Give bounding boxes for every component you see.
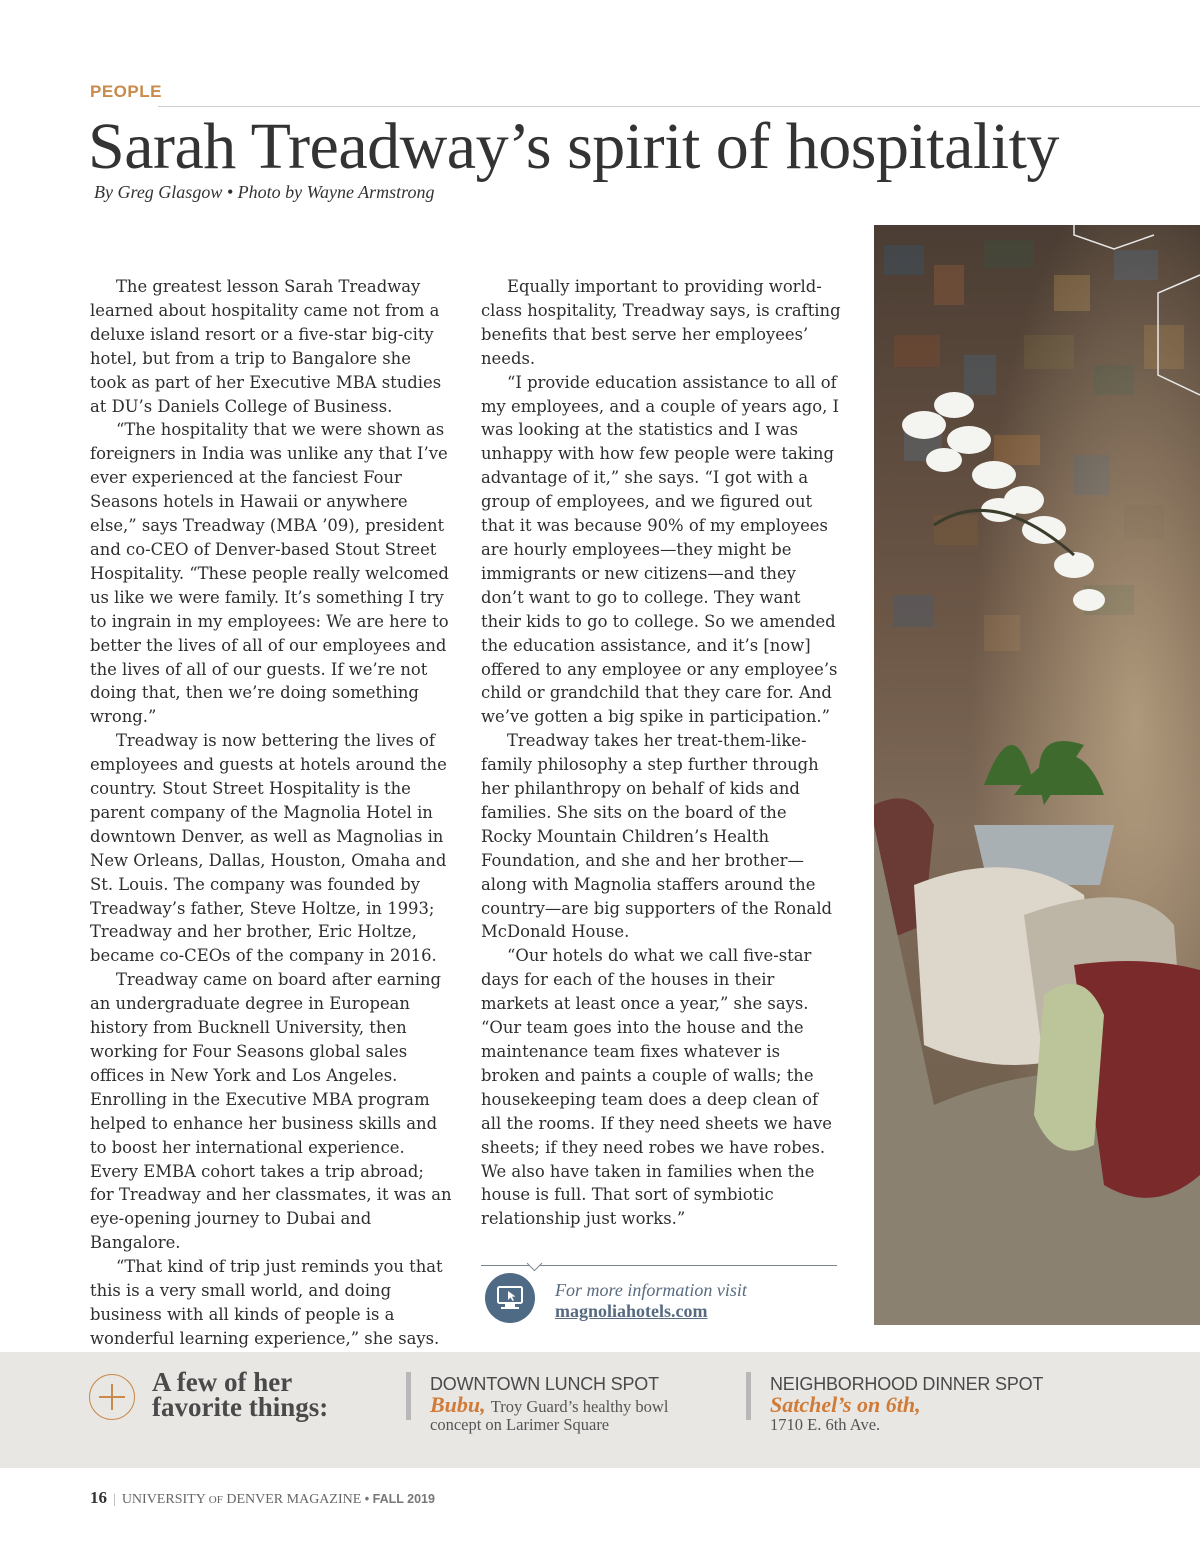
favorite-category: NEIGHBORHOOD DINNER SPOT <box>770 1374 1044 1394</box>
magazine-name-of: OF <box>208 1494 223 1506</box>
favorite-name: Bubu, <box>430 1392 486 1417</box>
favorites-title-line1: A few of her <box>152 1367 293 1397</box>
paragraph: Treadway came on board after earning an undergraduate degree in European history from Bucknell University, then working for Four Seasons global sales offices in New York and Los Angeles. Enrolling in the Executive MBA program helped to enhance her business skills and to boost her international experience. Every EMBA cohort takes a trip abroad; for Treadway and her classmates, it was an eye-opening journey to Dubai and Bangalore. <box>90 970 452 1253</box>
favorites-band <box>0 1352 1200 1468</box>
plus-circle-icon <box>89 1374 135 1420</box>
favorite-divider <box>746 1372 751 1420</box>
portrait-photo <box>874 225 1200 1325</box>
magazine-name-denver: DENVER MAGAZINE <box>226 1492 362 1507</box>
favorite-desc: concept on Larimer Square <box>430 1415 610 1434</box>
favorite-item <box>770 1374 1043 1433</box>
paragraph: “I provide education assistance to all of my employees, and a couple of years ago, I was looking at the statistics and I was unhappy with how few people were taking advantage of it,” she says. “I got with a group of employees, and we figured out that it was because 90% of my employees are hourly employees—they might be immigrants or new citizens—and they don’t want to go to college. They want their kids to go to college. So we amended the education assistance, and it’s [now] offered to any employee or any employee’s child or grandchild that they care for. And we’ve gotten a big spike in participation.” <box>481 372 839 727</box>
article-column-2 <box>481 275 841 1231</box>
favorite-item <box>430 1374 668 1433</box>
more-info-notch <box>527 1256 543 1272</box>
more-info-box <box>481 1262 837 1332</box>
paragraph: Equally important to providing world-class hospitality, Treadway says, is crafting benefits that best serve her employees’ needs. <box>481 277 841 368</box>
paragraph: “The hospitality that we were shown as foreigners in India was unlike any that I’ve ever experienced at the fanciest Four Seasons hotels in Hawaii or anywhere else,” says Treadway (MBA ’09), president and co-CEO of Denver-based Stout Street Hospitality. “These people really welcomed us like we were family. It’s something I try to ingrain in my employees: We are here to better the lives of all of our employees and the lives of all of our guests. If we’re not doing that, then we’re doing something wrong.” <box>90 420 449 727</box>
paragraph: “That kind of trip just reminds you that this is a very small world, and doing business with all kinds of people is a wonderful learning experience,” she says. <box>90 1257 443 1348</box>
website-link[interactable]: magnoliahotels.com <box>555 1301 708 1321</box>
page-footer: 16 | UNIVERSITY OF DENVER MAGAZINE • FALL 2019 <box>90 1488 435 1507</box>
paragraph: The greatest lesson Sarah Treadway learned about hospitality came not from a deluxe island resort or a five-star big-city hotel, but from a trip to Bangalore she took as part of her Executive MBA studies at DU’s Daniels College of Business. <box>90 277 442 416</box>
issue-date: • FALL 2019 <box>364 1492 435 1506</box>
paragraph: Treadway takes her treat-them-like-family philosophy a step further through her philanthropy on behalf of kids and families. She sits on the board of the Rocky Mountain Children’s Health Foundation, and she and her brother—along with Magnolia staffers around the country—are big supporters of the Ronald McDonald House. <box>481 731 833 942</box>
favorite-name: Satchel’s on 6th, <box>770 1392 921 1417</box>
favorite-desc: Troy Guard’s healthy bowl <box>490 1397 669 1416</box>
favorites-title <box>152 1367 382 1422</box>
paragraph: “Our hotels do what we call five-star days for each of the houses in their markets at least once a year,” she says. “Our team goes into the house and the maintenance team fixes whatever is broken and paints a couple of walls; the housekeeping team does a deep clean of all the rooms. If they need sheets we have sheets; if they need robes we have robes. We also have taken in families when the house is full. That sort of symbiotic relationship just works.” <box>481 946 832 1229</box>
page-number: 16 <box>90 1488 107 1507</box>
favorite-divider <box>406 1372 411 1420</box>
headline: Sarah Treadway’s spirit of hospitality <box>88 110 1059 183</box>
favorite-desc: 1710 E. 6th Ave. <box>770 1415 881 1434</box>
computer-cursor-icon <box>485 1273 535 1323</box>
byline: By Greg Glasgow • Photo by Wayne Armstrong <box>94 182 435 202</box>
more-info-label: For more information visit <box>555 1280 747 1300</box>
favorite-category: DOWNTOWN LUNCH SPOT <box>430 1374 659 1394</box>
section-label: PEOPLE <box>90 82 162 101</box>
article-column-1 <box>90 275 452 1351</box>
favorites-title-line2: favorite things: <box>152 1392 329 1422</box>
paragraph: Treadway is now bettering the lives of employees and guests at hotels around the country. Stout Street Hospitality is the parent company of the Magnolia Hotel in downtown Denver, as well as Magnolias in New Orleans, Dallas, Houston, Omaha and St. Louis. The company was founded by Treadway’s father, Steve Holtze, in 1993; Treadway and her brother, Eric Holtze, became co-CEOs of the company in 2016. <box>90 731 447 966</box>
top-rule <box>158 106 1200 107</box>
magazine-name-university: UNIVERSITY <box>121 1492 206 1507</box>
